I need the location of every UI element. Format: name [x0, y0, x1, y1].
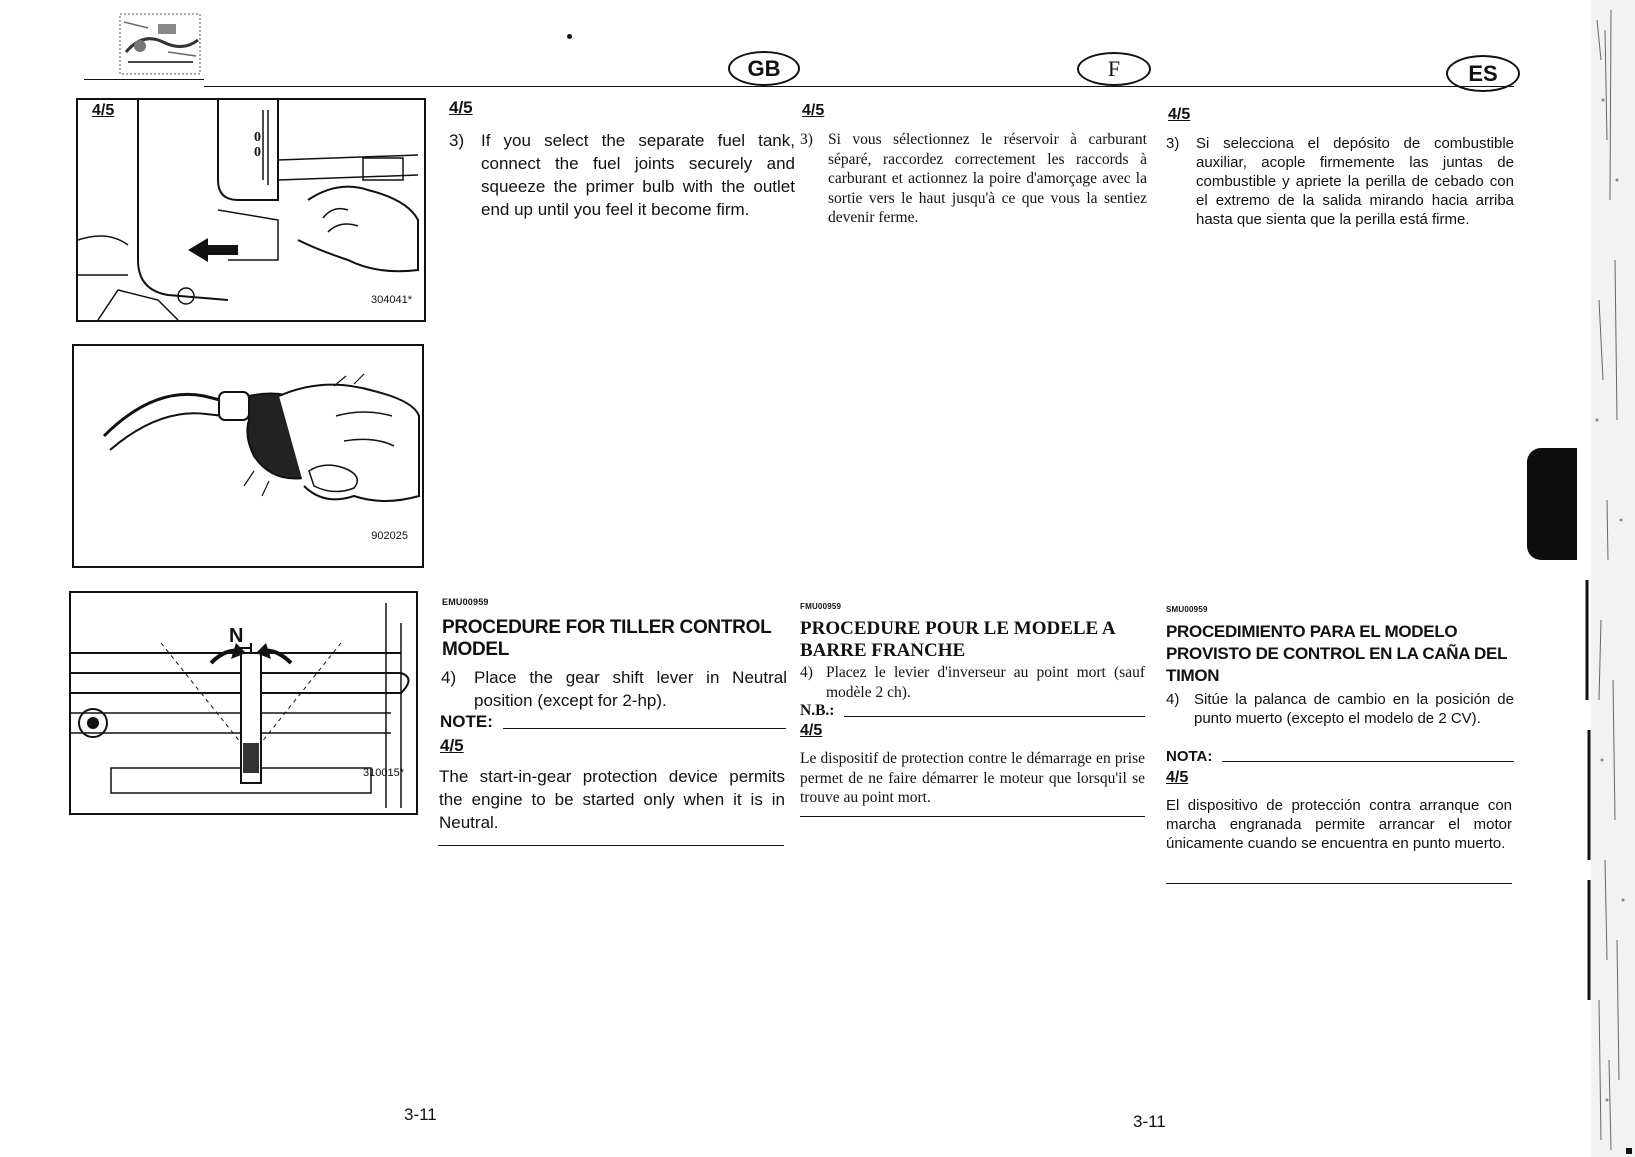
gb-step-4-num: 4): [441, 668, 457, 687]
header-logo-icon: [118, 12, 204, 76]
figure-label: 4/5: [92, 102, 115, 119]
figure-gear-shift: [69, 591, 418, 815]
es-step-4: [1166, 690, 1514, 728]
es-note-rule: [1222, 761, 1514, 762]
lang-badge-f: F: [1077, 52, 1151, 86]
gb-note-rule: [503, 728, 786, 729]
fr-step-3-text: Si vous sélectionnez le réservoir à carburant séparé, raccordez correctement les raccords à carburant et actionnez la poire d'amorçage avec la sortie vers le haut jusqu'à ce que vous la sentiez devenir ferme.: [828, 131, 1147, 226]
fr-note-tag: 4/5: [800, 722, 823, 739]
figure-code: 902025: [371, 530, 408, 542]
header-rule-main: [204, 86, 1514, 87]
fr-code: FMU00959: [800, 602, 842, 611]
fr-step-3: [800, 130, 1147, 228]
gb-code: EMU00959: [442, 597, 489, 607]
fr-end-rule: [800, 816, 1145, 817]
gb-note-tag: 4/5: [440, 736, 464, 755]
es-step-4-text: Sitúe la palanca de cambio en la posición de punto muerto (excepto el modelo de 2 CV).: [1194, 691, 1514, 727]
corner-mark: [1626, 1148, 1632, 1154]
es-step-3-num: 3): [1166, 135, 1180, 152]
scan-binding-edge: [1577, 0, 1635, 1157]
lang-badge-gb: GB: [728, 51, 800, 86]
gb-step-3: [449, 129, 795, 221]
es-step-3: [1166, 134, 1514, 229]
outboard-fuel-joint-illustration: [78, 100, 424, 320]
gb-step-3-num: 3): [449, 131, 465, 150]
es-heading: PROCEDIMIENTO PARA EL MODELO PROVISTO DE CONTROL EN LA CAÑA DEL TIMON: [1166, 622, 1507, 685]
fr-note-label: N.B.:: [800, 702, 835, 719]
es-note-text: El dispositivo de protección contra arranque con marcha engranada permite arrancar el motor únicamente cuando se encuentra en punto muerto.: [1166, 797, 1512, 852]
page-number-right: [1133, 1112, 1173, 1131]
fr-step-4-text: Placez le levier d'inverseur au point mort (sauf modèle 2 ch).: [826, 664, 1145, 701]
figure-fuel-joint: [76, 98, 426, 322]
gb-note-line: [440, 710, 786, 733]
gb-top-label: 4/5: [449, 98, 473, 117]
shift-mark-1: 0: [254, 145, 261, 160]
es-note-tag: 4/5: [1166, 769, 1189, 786]
es-step-4-num: 4): [1166, 691, 1180, 708]
gb-step-3-text: If you select the separate fuel tank, connect the fuel joints securely and squeeze the primer bulb with the outlet end up until you feel it become firm.: [481, 131, 795, 219]
fr-note-text: Le dispositif de protection contre le démarrage en prise permet de ne faire démarrer le moteur que lorsqu'il se trouve au point mort.: [800, 750, 1145, 806]
es-end-rule: [1166, 883, 1512, 884]
gb-end-rule: [438, 845, 784, 846]
es-note-line: [1166, 747, 1514, 766]
gb-step-4: [441, 666, 787, 712]
es-step-3-text: Si selecciona el depósito de combustible auxiliar, acople firmemente las juntas de combustible y apriete la perilla de cebado con el extremo de la salida mirando hacia arriba hasta que sienta que la perilla está firme.: [1196, 135, 1514, 228]
fr-step-4: [800, 663, 1145, 702]
header-dot: [567, 34, 572, 39]
shift-mark-0: 0: [254, 130, 261, 145]
gear-shift-lever-illustration: [71, 593, 416, 813]
lang-badge-es: ES: [1446, 55, 1520, 92]
figure-code: 304041*: [371, 294, 412, 306]
section-tab: [1527, 448, 1577, 560]
neutral-mark: N: [229, 625, 244, 647]
fr-top-label: 4/5: [802, 102, 825, 119]
header-rule-left: [84, 79, 204, 80]
fr-note-line: [800, 701, 1145, 721]
es-top-label: 4/5: [1168, 106, 1191, 123]
page-number-right-text: 3-11: [1133, 1112, 1166, 1131]
fr-heading: PROCEDURE POUR LE MODELE A BARRE FRANCHE: [800, 618, 1115, 661]
page-number-left: 3-11: [404, 1105, 437, 1124]
gb-note-text: The start-in-gear protection device permits the engine to be started only when it is in Neutral.: [439, 767, 785, 832]
gb-note-label: NOTE:: [440, 712, 493, 731]
figure-code: 310015*: [363, 767, 404, 779]
fr-note-rule: [844, 716, 1145, 717]
figure-primer-bulb: [72, 344, 424, 568]
fr-step-3-num: 3): [800, 131, 813, 148]
es-note-label: NOTA:: [1166, 748, 1213, 765]
es-code: SMU00959: [1166, 605, 1208, 614]
gb-heading: PROCEDURE FOR TILLER CONTROL MODEL: [442, 617, 772, 660]
primer-bulb-hand-illustration: [74, 346, 422, 566]
gb-step-4-text: Place the gear shift lever in Neutral position (except for 2-hp).: [474, 668, 787, 710]
fr-step-4-num: 4): [800, 664, 813, 681]
